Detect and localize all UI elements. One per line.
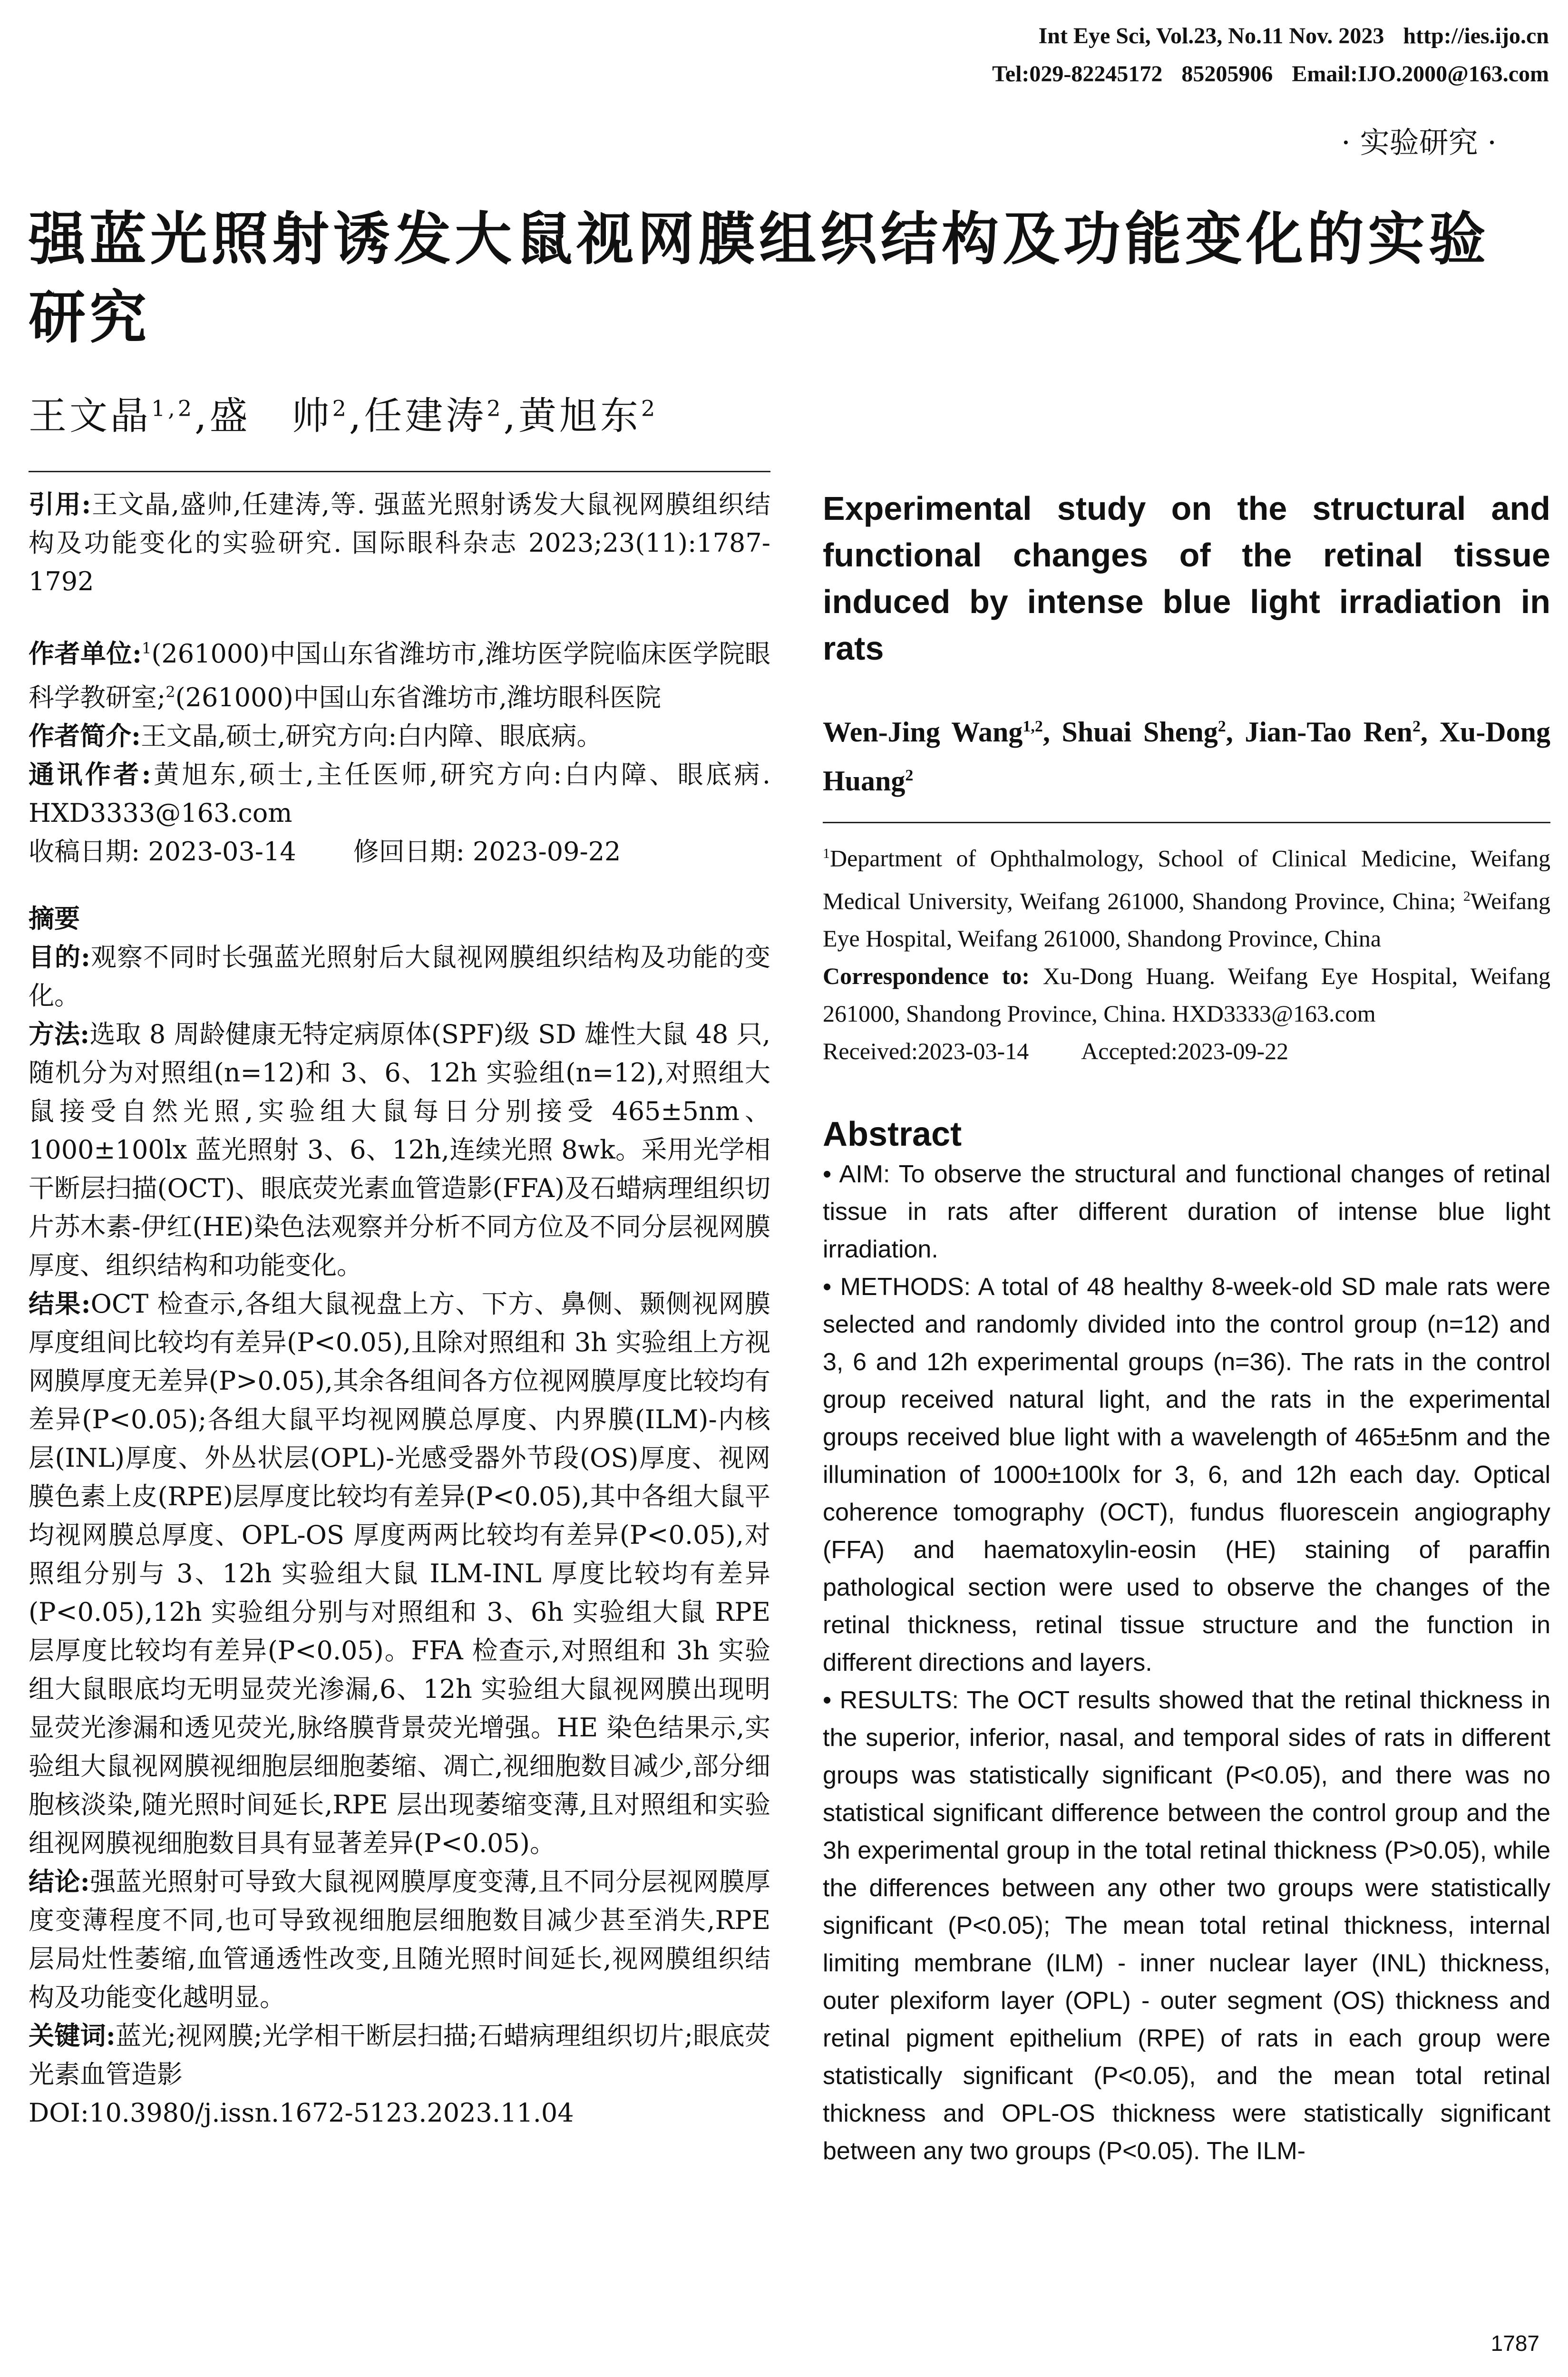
author-unit-text: (261000)中国山东省潍坊市,潍坊医学院临床医学院眼科学教研室; [29,639,771,712]
aim-cn [29,938,770,1015]
received-date-cn: 收稿日期: 2023-03-14 [29,837,296,867]
author-bio [29,717,770,755]
right-column [823,485,1550,2170]
aim-label-cn: 目的: [29,942,90,972]
author-name-en: Shuai Sheng [1062,716,1218,748]
abstract-heading-en: Abstract [823,1115,962,1154]
author-unit: 作者单位:$^1$(261000)中国山东省潍坊市,潍坊医学院临床医学院眼科学教研室;$^2$(261000)中国山东省潍坊市,潍坊眼科医院 [29,638,771,712]
results-en: • RESULTS: The OCT results showed that the retinal thickness in the superior, inferior, nasal, and temporal sides of rats in different groups was statistically significant (P<0.05), and there was no statistical significant difference between the control group and the 3h experimental group in the total retinal thickness (P>0.05), while the differences between any other two groups were statistically significant (P<0.05); The mean total retinal thickness, internal limiting membrane (ILM) - inner nuclear layer (INL) thickness, outer plexiform layer (OPL) - outer segment (OS) thickness and retinal pigment epithelium (RPE) of rats in each group were statistically significant (P<0.05), and the mean total retinal thickness and OPL-OS thickness were statistically significant between any two groups (P<0.05). The ILM- [823,1686,1550,2165]
journal-header-line1 [1020,23,1549,49]
author-name: 盛 帅 [209,394,332,438]
author-name-en: Jian-Tao Ren [1245,716,1412,748]
conclusion-text-cn: 强蓝光照射可导致大鼠视网膜厚度变薄,且不同分层视网膜厚度变薄程度不同,也可导致视细胞层细胞数目减少甚至消失,RPE 层局灶性萎缩,血管通透性改变,且随光照时间延长,视网膜组织结构及功能变化越明显。 [29,1867,770,2012]
affiliation-2: Weifang Eye Hospital, Weifang 261000, Shandong Province, China [823,887,1550,952]
dates-cn [29,832,770,871]
aim-en: • AIM: To observe the structural and functional changes of retinal tissue in rats after different duration of intense blue light irradiation. [823,1160,1550,1264]
correspondence-label: Correspondence to: [823,963,1030,990]
results-text-cn: OCT 检查示,各组大鼠视盘上方、下方、鼻侧、颞侧视网膜厚度组间比较均有差异(P<0.05),且除对照组和 3h 实验组上方视网膜厚度无差异(P>0.05),其余各组间各方位视网膜厚度比较均有差异(P<0.05);各组大鼠平均视网膜总厚度、内界膜(ILM)-内核层(INL)厚度、外丛状层(OPL)-光感受器外节段(OS)厚度、视网膜色素上皮(RPE)层厚度比较均有差异(P<0.05),其中各组大鼠平均视网膜总厚度、OPL-OS 厚度两两比较均有差异(P<0.05),对照组分别与 3、12h 实验组大鼠 ILM-INL 厚度比较均有差异(P<0.05),12h 实验组分别与对照组和 3、6h 实验组大鼠 RPE 层厚度比较均有差异(P<0.05)。FFA 检查示,对照组和 3h 实验组大鼠眼底均无明显荧光渗漏,6、12h 实验组大鼠视网膜出现明显荧光渗漏和透见荧光,脉络膜背景荧光增强。HE 染色结果示,实验组大鼠视网膜视细胞层细胞萎缩、凋亡,视细胞数目减少,部分细胞核淡染,随光照时间延长,RPE 层出现萎缩变薄,且对照组和实验组视网膜视细胞数目具有显著差异(P<0.05)。 [29,1289,770,1858]
journal-tel2: 85205906 [1181,61,1273,87]
left-column [29,485,770,2132]
authors-cn: 王文晶$^{1,2}$,盛 帅$^2$,任建涛$^2$,黄旭东$^2$ [29,394,658,438]
corresponding-text: 黄旭东,硕士,主任医师,研究方向:白内障、眼底病. HXD3333@163.com [29,760,770,828]
corresponding-label: 通讯作者: [29,759,151,789]
journal-email[interactable]: Email:IJO.2000@163.com [1292,61,1549,87]
keywords-cn [29,2017,770,2094]
affiliation-1: Department of Ophthalmology, School of Clinical Medicine, Weifang Medical University, Weifang 261000, Shandong Province, China; [823,845,1550,915]
authors-en: Wen-Jing Wang$^{1,2}$, Shuai Sheng$^2$, Jian-Tao Ren$^2$, Xu-Dong Huang$^2$ [823,716,1550,797]
author-unit-label: 作者单位: [29,638,142,669]
author-bio-label: 作者简介: [29,721,141,751]
author-affil-sup: 2 [1412,718,1421,735]
methods-cn [29,1015,770,1285]
journal-tel: Tel:029-82245172 [992,61,1163,87]
author-affil-sup: 2 [905,767,914,784]
abstract-heading-cn: 摘要 [29,903,80,934]
author-affil-sup: 2 [487,395,504,421]
author-name: 王文晶 [29,394,151,438]
aim-text-cn: 观察不同时长强蓝光照射后大鼠视网膜组织结构及功能的变化。 [29,942,771,1011]
results-label-cn: 结果: [29,1288,91,1319]
accepted-date-en: Accepted:2023-09-22 [1081,1038,1289,1065]
methods-label-cn: 方法: [29,1019,90,1049]
author-affil-sup: 1,2 [151,395,195,421]
citation-text: 王文晶,盛帅,任建涛,等. 强蓝光照射诱发大鼠视网膜组织结构及功能变化的实验研究. 国际眼科杂志 2023;23(11):1787-1792 [29,489,771,596]
author-unit-text2: (261000)中国山东省潍坊市,潍坊眼科医院 [175,682,661,712]
journal-url[interactable]: http://ies.ijo.cn [1403,23,1549,49]
abstract-body-en [823,1156,1550,2170]
author-affil-sup: 1,2 [1023,718,1043,735]
keywords-text-cn: 蓝光;视网膜;光学相干断层扫描;石蜡病理组织切片;眼底荧光素血管造影 [29,2021,770,2089]
journal-citation: Int Eye Sci, Vol.23, No.11 Nov. 2023 [1038,23,1384,49]
divider-left [29,471,770,472]
author-name-en: Xu-Dong Huang [823,716,1550,797]
author-affil-sup: 2 [1217,718,1226,735]
author-name: 任建涛 [364,394,487,438]
conclusion-cn [29,1862,770,2017]
journal-header-line2 [973,61,1549,87]
author-bio-text: 王文晶,硕士,研究方向:白内障、眼底病。 [140,721,603,751]
title-en: Experimental study on the structural and functional changes of the retinal tissue induced by intense blue light irradiation in rats [823,490,1550,667]
author-name: 黄旭东 [518,394,642,438]
citation-label: 引用: [29,489,91,519]
page-number: 1787 [1490,2331,1539,2356]
received-date-en: Received:2023-03-14 [823,1038,1029,1065]
divider-right [823,822,1550,823]
revised-date-cn: 修回日期: 2023-09-22 [353,837,621,867]
methods-text-cn: 选取 8 周龄健康无特定病原体(SPF)级 SD 雄性大鼠 48 只,随机分为对照组(n=12)和 3、6、12h 实验组(n=12),对照组大鼠接受自然光照,实验组大鼠每日分别接受 465±5nm、1000±100lx 蓝光照射 3、6、12h,连续光照 8wk。采用光学相干断层扫描(OCT)、眼底荧光素血管造影(FFA)及石蜡病理组织切片苏木素-伊红(HE)染色法观察并分析不同方位及不同分层视网膜厚度、组织结构和功能变化。 [29,1019,770,1280]
corresponding-author [29,755,770,832]
methods-en: • METHODS: A total of 48 healthy 8-week-old SD male rats were selected and randomly divided into the control group (n=12) and 3, 6 and 12h experimental groups (n=36). The rats in the control group received natural light, and the rats in the experimental groups received blue light with a wavelength of 465±5nm and the illumination of 1000±100lx for 3, 6, and 12h each day. Optical coherence tomography (OCT), fundus fluorescein angiography (FFA) and haematoxylin-eosin (HE) staining of paraffin pathological section were used to observe the changes of the retinal thickness, retinal tissue structure and the function in different directions and layers. [823,1273,1550,1677]
author-affil-sup: 2 [332,395,349,421]
section-tag: · 实验研究 · [1341,125,1497,160]
citation [29,485,770,601]
doi[interactable]: DOI:10.3980/j.issn.1672-5123.2023.11.04 [29,2098,574,2128]
author-name-en: Wen-Jing Wang [823,716,1023,748]
dates-en [823,1033,1550,1070]
correspondence-en [823,957,1550,1033]
keywords-label-cn: 关键词: [29,2020,116,2051]
author-affil-sup: 2 [641,395,658,421]
correspondence-text: Xu-Dong Huang. Weifang Eye Hospital, Weifang 261000, Shandong Province, China. HXD3333@163.com [823,963,1550,1027]
results-cn [29,1285,770,1862]
page-title: 强蓝光照射诱发大鼠视网膜组织结构及功能变化的实验研究 [29,205,1490,351]
conclusion-label-cn: 结论: [29,1866,90,1897]
affiliations-en: $^1$Department of Ophthalmology, School of Clinical Medicine, Weifang Medical University, Weifang 261000, Shandong Province, China; $^2$Weifang Eye Hospital, Weifang 261000, Shandong Province, China [823,845,1550,952]
